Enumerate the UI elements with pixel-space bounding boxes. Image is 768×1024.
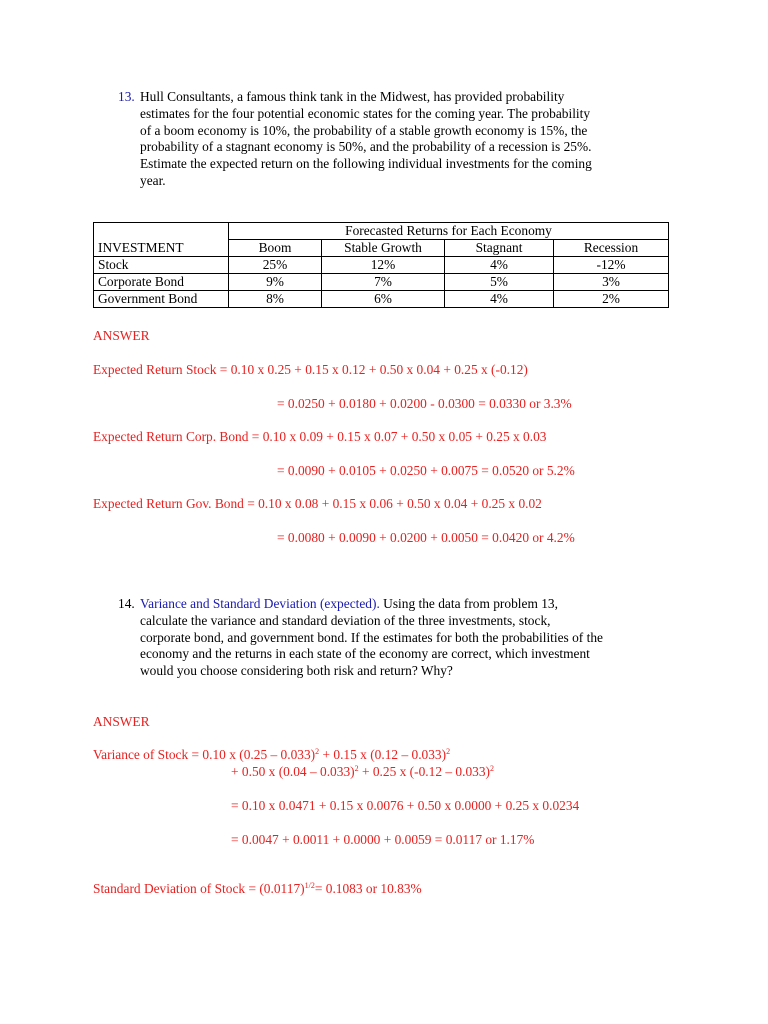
- sd-formula: Standard Deviation of Stock = (0.0117): [93, 881, 305, 896]
- variance-result-line: = 0.0047 + 0.0011 + 0.0000 + 0.0059 = 0.0117 or 1.17%: [231, 832, 535, 847]
- sd-result: = 0.1083 or 10.83%: [314, 881, 422, 896]
- column-header: Recession: [554, 240, 669, 257]
- variance-term: + 0.50 x (0.04 – 0.033): [231, 764, 355, 779]
- table-row: [94, 257, 669, 274]
- question-line: calculate the variance and standard deviation of the three investments, stock,: [140, 612, 551, 628]
- table-row: [94, 274, 669, 291]
- table-cell: 3%: [554, 274, 669, 291]
- table-cell: 2%: [554, 291, 669, 308]
- answer-heading: ANSWER: [93, 328, 150, 343]
- gov-bond-return-formula: Expected Return Gov. Bond = 0.10 x 0.08 + 0.15 x 0.06 + 0.50 x 0.04 + 0.25 x 0.02: [93, 496, 542, 511]
- corp-bond-return-formula: Expected Return Corp. Bond = 0.10 x 0.09 + 0.15 x 0.07 + 0.50 x 0.05 + 0.25 x 0.03: [93, 429, 547, 444]
- table-row: [94, 291, 669, 308]
- variance-term: Variance of Stock = 0.10 x (0.25 – 0.033): [93, 747, 316, 762]
- table-cell: 6%: [322, 291, 445, 308]
- stock-return-formula: Expected Return Stock = 0.10 x 0.25 + 0.15 x 0.12 + 0.50 x 0.04 + 0.25 x (-0.12): [93, 362, 528, 377]
- table-header-row: [94, 223, 669, 240]
- table-cell: -12%: [554, 257, 669, 274]
- standard-deviation-line: [93, 880, 422, 897]
- group-header: Forecasted Returns for Each Economy: [229, 223, 669, 240]
- table-cell: 12%: [322, 257, 445, 274]
- exponent: 2: [315, 747, 320, 756]
- variance-term: + 0.25 x (-0.12 – 0.033): [358, 764, 491, 779]
- table-cell: 7%: [322, 274, 445, 291]
- question-text: [140, 89, 592, 190]
- corp-bond-return-result: = 0.0090 + 0.0105 + 0.0250 + 0.0075 = 0.0520 or 5.2%: [277, 463, 575, 478]
- row-label: Stock: [94, 257, 229, 274]
- question-line: probability of a stagnant economy is 50%, and the probability of a recession is 25%.: [140, 139, 592, 155]
- table-cell: 4%: [445, 257, 554, 274]
- variance-formula-line2: [231, 763, 494, 780]
- exponent: 1/2: [304, 881, 315, 890]
- table-cell: 25%: [229, 257, 322, 274]
- stock-return-result: = 0.0250 + 0.0180 + 0.0200 - 0.0300 = 0.0330 or 3.3%: [277, 396, 572, 411]
- answer-heading: ANSWER: [93, 714, 150, 729]
- exponent: 2: [446, 747, 451, 756]
- table-cell: 8%: [229, 291, 322, 308]
- question-line: corporate bond, and government bond. If the estimates for both the probabilities of the: [140, 629, 603, 645]
- table-cell: 4%: [445, 291, 554, 308]
- column-header: Stable Growth: [322, 240, 445, 257]
- returns-table: [93, 222, 669, 308]
- table-cell: 5%: [445, 274, 554, 291]
- variance-calc-line: = 0.10 x 0.0471 + 0.15 x 0.0076 + 0.50 x 0.0000 + 0.25 x 0.0234: [231, 798, 580, 813]
- question-line: economy and the returns in each state of the economy are correct, which investment: [140, 646, 590, 662]
- column-header: Boom: [229, 240, 322, 257]
- row-label: Corporate Bond: [94, 274, 229, 291]
- question-line-rest: Using the data from problem 13,: [379, 596, 558, 611]
- question-line: [140, 596, 603, 613]
- corner-header: INVESTMENT: [94, 223, 229, 257]
- question-line: Hull Consultants, a famous think tank in the Midwest, has provided probability: [140, 89, 565, 104]
- table-cell: 9%: [229, 274, 322, 291]
- exponent: 2: [354, 764, 359, 773]
- row-label: Government Bond: [94, 291, 229, 308]
- variance-term: + 0.15 x (0.12 – 0.033): [319, 747, 447, 762]
- question-line: Estimate the expected return on the following individual investments for the coming: [140, 156, 592, 172]
- question-number: 13.: [118, 89, 135, 104]
- gov-bond-return-result: = 0.0080 + 0.0090 + 0.0200 + 0.0050 = 0.0420 or 4.2%: [277, 530, 575, 545]
- question-line: year.: [140, 172, 166, 188]
- column-header: Stagnant: [445, 240, 554, 257]
- question-text: [140, 596, 603, 680]
- question-line: of a boom economy is 10%, the probability of a stable growth economy is 15%, the: [140, 122, 588, 138]
- variance-formula-line1: [93, 746, 450, 763]
- question-line: would you choose considering both risk and return? Why?: [140, 663, 453, 679]
- exponent: 2: [490, 764, 495, 773]
- question-title: Variance and Standard Deviation (expected).: [140, 596, 380, 611]
- question-line: estimates for the four potential economic states for the coming year. The probability: [140, 105, 591, 121]
- question-number: 14.: [118, 596, 135, 611]
